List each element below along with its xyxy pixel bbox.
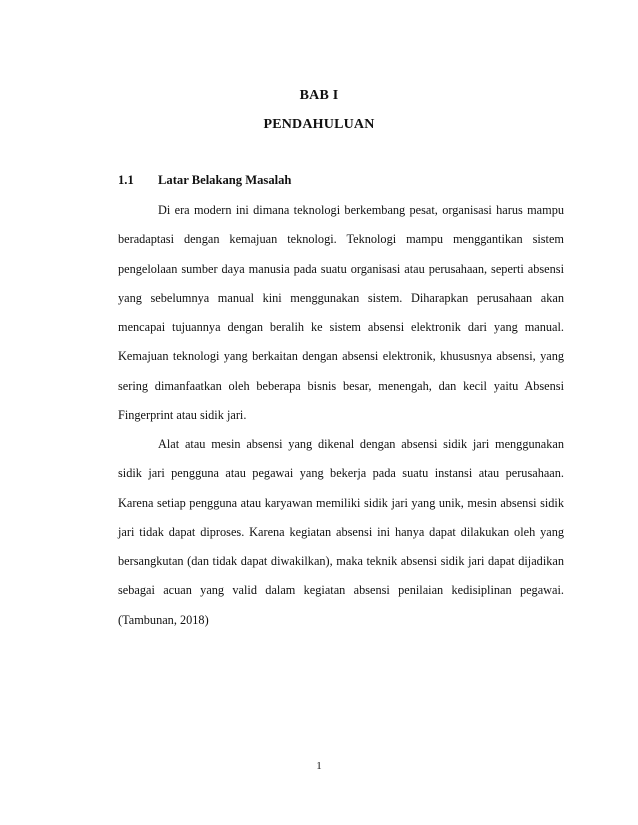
page-number: 1 [316,760,322,772]
chapter-title: PENDAHULUAN [263,117,375,132]
paragraph-text: Di era modern ini dimana teknologi berkembang pesat, organisasi harus mampu beradaptasi dengan kemajuan teknologi. Teknologi mampu menggantikan sistem pengelolaan sumber daya manusia pada suatu organisasi atau perusahaan, seperti absensi yang sebelumnya manual kini menggunakan sistem. Diharapkan perusahaan akan mencapai tujuannya dengan beralih ke sistem absensi elektronik dari yang manual. Kemajuan teknologi yang berkaitan dengan absensi elektronik, khususnya absensi, yang sering dimanfaatkan oleh beberapa bisnis besar, menengah, dan kecil yaitu Absensi Fingerprint atau sidik jari. [118,203,564,423]
paragraph [118,196,564,430]
section-number: 1.1 [118,173,134,187]
section-heading [118,173,291,188]
chapter-label: BAB I [299,88,339,103]
paragraph-text: Alat atau mesin absensi yang dikenal dengan absensi sidik jari menggunakan sidik jari pengguna atau pegawai yang bekerja pada suatu instansi atau perusahaan. Karena setiap pengguna atau karyawan memiliki sidik jari yang unik, mesin absensi sidik jari tidak dapat diproses. Karena kegiatan absensi ini hanya dapat dilakukan oleh yang bersangkutan (dan tidak dapat diwakilkan), maka teknik absensi sidik jari dapat dijadikan sebagai acuan yang valid dalam kegiatan absensi penilaian kedisiplinan pegawai. (Tambunan, 2018) [118,437,564,627]
section-title: Latar Belakang Masalah [158,173,292,187]
paragraph [118,430,564,635]
